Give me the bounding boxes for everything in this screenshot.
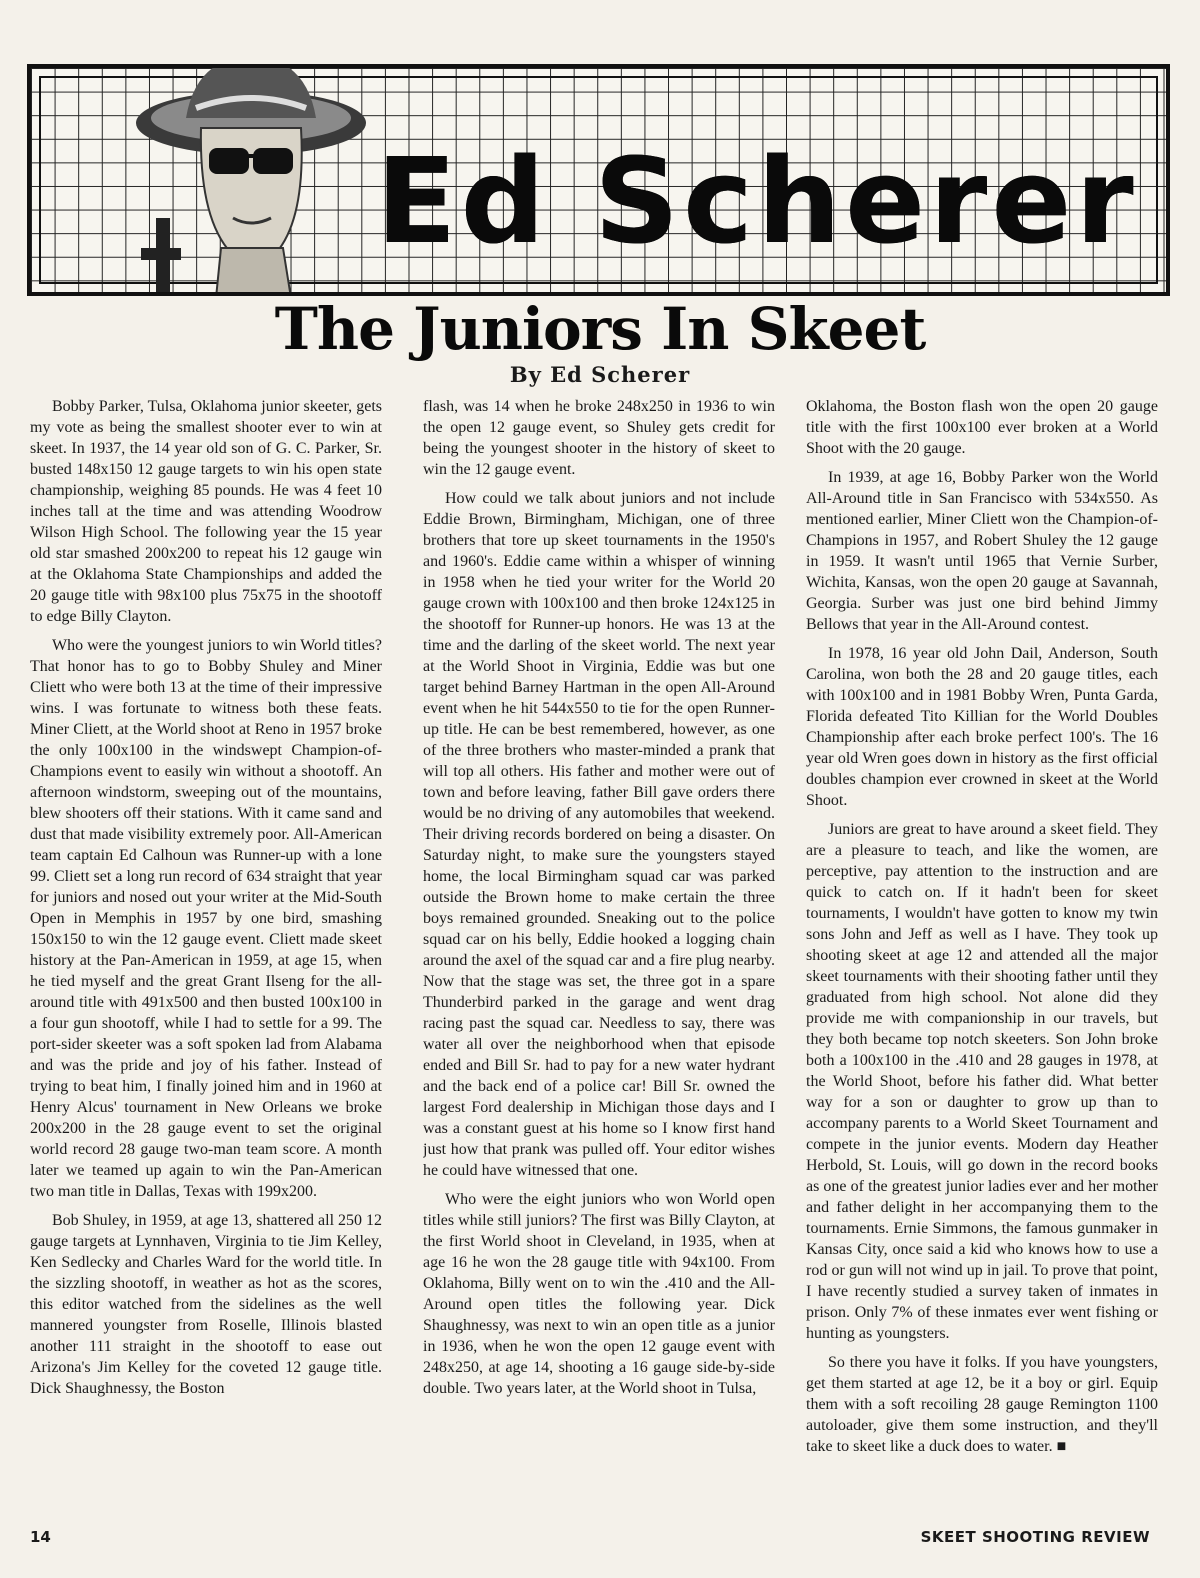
paragraph: Who were the youngest juniors to win World titles? That honor has to go to Bobby Shuley and Miner Cliett who were both 13 at the time of their impressive wins. I was fortunate to witness both these feats. Miner Cliett, at the World shoot at Reno in 1957 broke the only 100x100 in the windswept Champion-of-Champions event to easily win without a shootoff. An afternoon windstorm, sweeping out of the mountains, blew shooters off their stations. With it came sand and dust that made visibility extremely poor. All-American team captain Ed Calhoun was Runner-up with a lone 99. Cliett set a long run record of 634 straight that year for juniors and nosed out your writer at the Mid-South Open in Memphis in 1957 by one bird, smashing 150x150 to win the 12 gauge event. Cliett made skeet history at the Pan-American in 1959, at age 15, when he tied myself and the great Grant Ilseng for the all-around title with 491x500 and then busted 100x100 in a four gun shootoff, while I had to settle for a 99. The port-sider skeeter was a soft spoken lad from Alabama and was the pride and joy of his father. Instead of trying to beat him, I finally joined him and in 1960 at Henry Alcus' tournament in New Orleans we broke 200x200 in the 28 gauge event to set the original world record 28 gauge two-man team score. A month later we teamed up again to win the Pan-American two man title in Dallas, Texas with 199x200. xyxy=(30,637,382,1200)
paragraph: In 1939, at age 16, Bobby Parker won the World All-Around title in San Francisco with 534x550. As mentioned earlier, Miner Cliett won the Champion-of-Champions in 1957, and Robert Shuley the 12 gauge in 1959. It wasn't until 1965 that Vernie Surber, Wichita, Kansas, won the open 20 gauge at Savannah, Georgia. Surber was just one bird behind Jimmy Bellows that year in the All-Around contest. xyxy=(806,469,1158,633)
paragraph: Bob Shuley, in 1959, at age 13, shattered all 250 12 gauge targets at Lynnhaven, Virginia to tie Jim Kelley, Ken Sedlecky and Charles Ward for the world title. In the sizzling shootoff, in weather as hot as the scores, this editor watched from the sidelines as the well mannered youngster from Roselle, Illinois blasted another 111 straight in the shootoff to ease out Arizona's Jim Kelley for the coveted 12 gauge title. Dick Shaughnessy, the Boston xyxy=(30,1212,382,1397)
portrait-illustration xyxy=(101,68,401,296)
text-column-1 xyxy=(30,396,382,1501)
paragraph: Bobby Parker, Tulsa, Oklahoma junior skeeter, gets my vote as being the smallest shooter ever to win at skeet. In 1937, the 14 year old son of G. C. Parker, Sr. busted 148x150 12 gauge targets to win his open state championship, weighing 85 pounds. He was 4 feet 10 inches tall at the time and was attending Woodrow Wilson High School. The following year the 15 year old star smashed 200x200 to repeat his 12 gauge win at the Oklahoma State Championships and added the 20 gauge title with 98x100 plus 75x75 in the shootoff to edge Billy Clayton. xyxy=(30,398,382,625)
text-column-2 xyxy=(423,396,775,1501)
article-headline: The Juniors In Skeet xyxy=(274,295,926,363)
paragraph: So there you have it folks. If you have youngsters, get them started at age 12, be it a boy or girl. Equip them with a soft recoiling 28 gauge Remington 1100 autoloader, give them some instruction, and they'll take to skeet like a duck does to water. ■ xyxy=(806,1354,1158,1455)
banner-name: Ed Scherer xyxy=(376,132,1138,270)
paragraph: flash, was 14 when he broke 248x250 in 1936 to win the open 12 gauge event, so Shuley gets credit for being the youngest shooter in the history of skeet to win the 12 gauge event. xyxy=(423,398,775,478)
paragraph: Juniors are great to have around a skeet field. They are a pleasure to teach, and like the women, are perceptive, pay attention to the instruction and are quick to catch on. If it hadn't been for skeet tournaments, I wouldn't have gotten to know my twin sons John and Jeff as well as I have. They took up shooting skeet at age 12 and attended all the major skeet tournaments with their shooting father until they graduated from high school. Not alone did they provide me with companionship in our travels, but they both became top notch skeeters. Son John broke both a 100x100 in the .410 and 28 gauges in 1978, at the World Shoot, before his father did. What better way for a son or daughter to grow up than to accompany parents to a World Skeet Tournament and compete in the junior events. Modern day Heather Herbold, St. Louis, will go down in the record books as one of the greatest junior ladies ever and her mother and father delight in her accompanying them to the tournaments. Ernie Simmons, the famous gunmaker in Kansas City, once said a kid who knows how to use a rod or gun will not wind up in jail. To prove that point, I have recently studied a survey taken of inmates in prison. Only 7% of these inmates ever went fishing or hunting as youngsters. xyxy=(806,821,1158,1342)
publication-name: SKEET SHOOTING REVIEW xyxy=(920,1528,1150,1546)
paragraph: How could we talk about juniors and not include Eddie Brown, Birmingham, Michigan, one of three brothers that tore up skeet tournaments in the 1950's and 1960's. Eddie came within a whisper of winning in 1958 when he tied your writer for the World 20 gauge crown with 100x100 and then broke 124x125 in the shootoff for Runner-up honors. He was 13 at the time and the darling of the skeet world. The next year at the World Shoot in Virginia, Eddie was but one target behind Barney Hartman in the open All-Around event when he hit 544x550 to tie for the open Runner-up title. He can be best remembered, however, as one of the three brothers who master-minded a prank that will top all others. His father and mother were out of town and before leaving, father Bill gave orders there would be no driving of any automobiles that weekend. Their driving records bordered on being a disaster. On Saturday night, to make sure the youngsters stayed home, the local Birmingham squad car was parked outside the Brown home to make certain the three boys remained grounded. Sneaking out to the police squad car on his belly, Eddie hooked a logging chain around the axel of the squad car and a fire plug nearby. Now that the stage was set, the three got in a spare Thunderbird parked in the garage and went drag racing past the squad car. Needless to say, there was water all over the neighborhood when that episode ended and Bill Sr. had to pay for a new water hydrant and the back end of a police car! Bill Sr. owned the largest Ford dealership in Michigan those days and I was a constant guest at his home so I know first hand just how that prank was pulled off. Your editor wishes he could have witnessed that one. xyxy=(423,490,775,1179)
page-number: 14 xyxy=(30,1528,51,1546)
text-column-3 xyxy=(806,396,1158,1501)
paragraph: Oklahoma, the Boston flash won the open 20 gauge title with the first 100x100 ever broken at a World Shoot with the 20 gauge. xyxy=(806,398,1158,457)
paragraph: In 1978, 16 year old John Dail, Anderson, South Carolina, won both the 28 and 20 gauge titles, each with 100x100 and in 1981 Bobby Wren, Punta Garda, Florida defeated Tito Killian for the World Doubles Championship after each broke perfect 100's. The 16 year old Wren goes down in history as the first official doubles champion ever crowned in skeet at the World Shoot. xyxy=(806,645,1158,809)
article-byline: By Ed Scherer xyxy=(509,362,691,387)
paragraph: Who were the eight juniors who won World open titles while still juniors? The first was Billy Clayton, at the first World shoot in Cleveland, in 1935, when at age 16 he won the 28 gauge title with 94x100. From Oklahoma, Billy went on to win the .410 and the All-Around open titles the following year. Dick Shaughnessy, was next to win an open title as a junior in 1936, when he won the open 12 gauge event with 248x250, at age 14, shooting a 16 gauge side-by-side double. Two years later, at the World shoot in Tulsa, xyxy=(423,1191,775,1397)
title-banner xyxy=(27,64,1170,296)
